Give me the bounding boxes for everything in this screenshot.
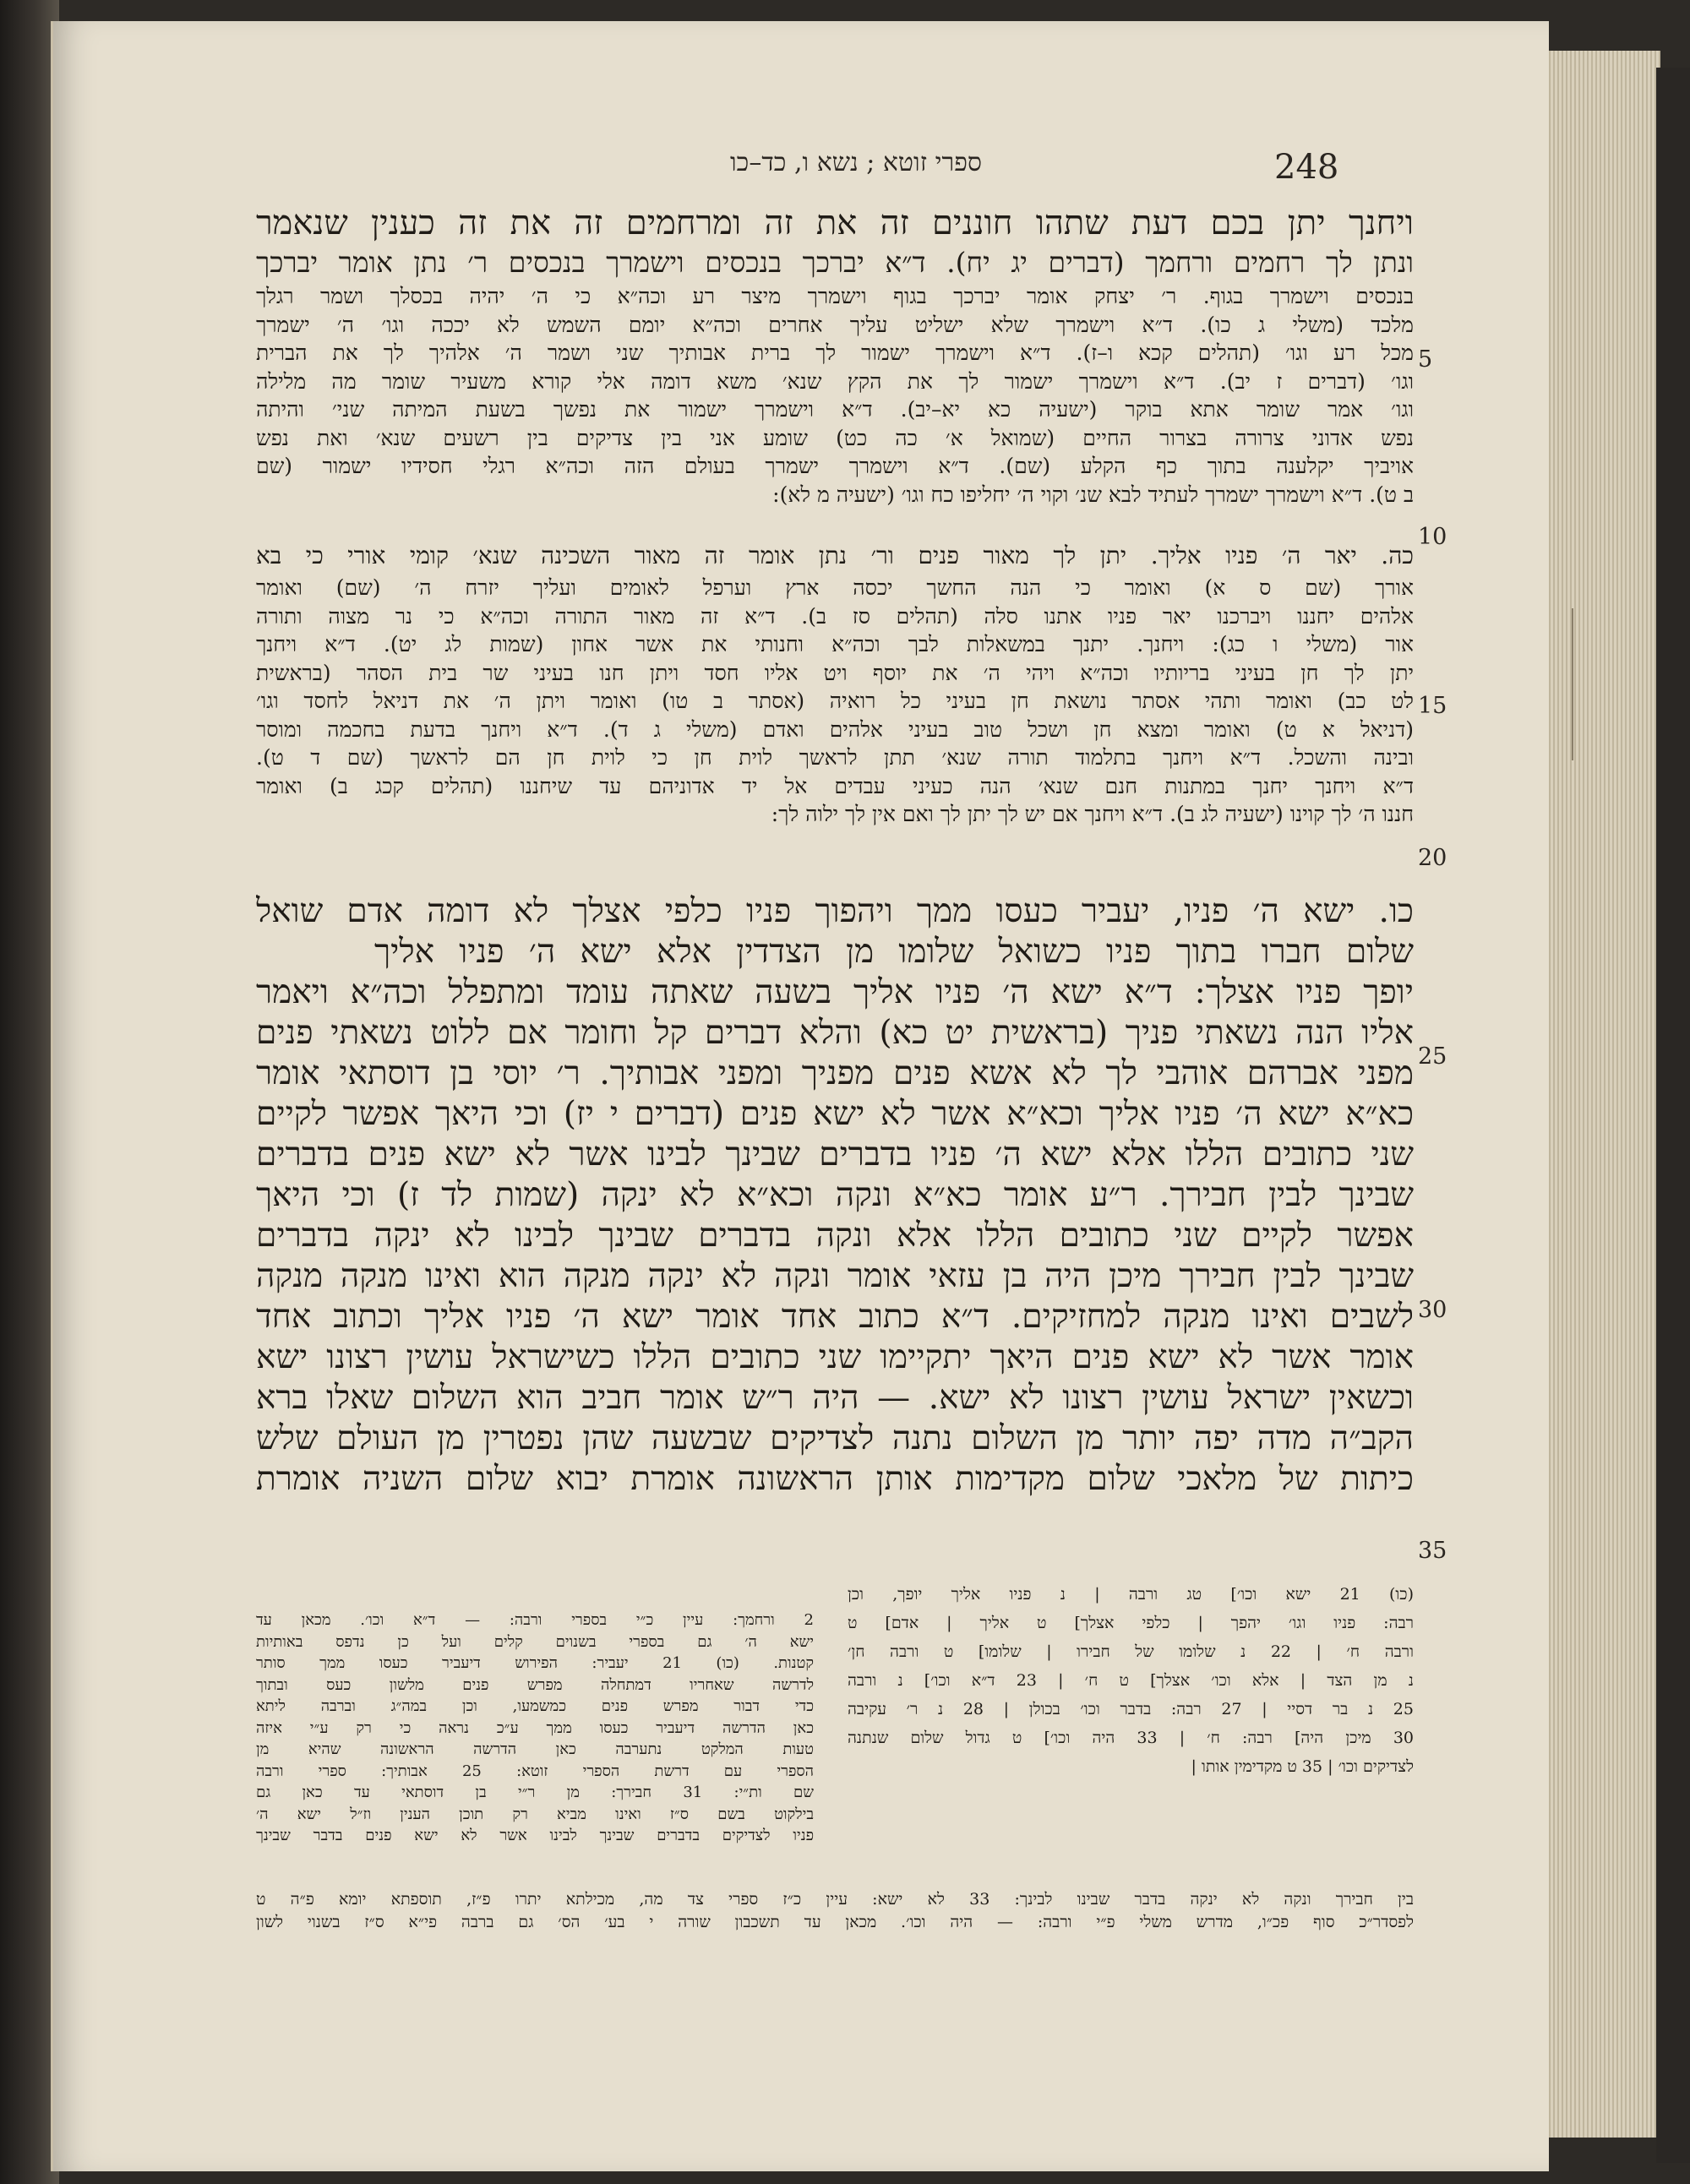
footnote-line: פניו לצדיקים בדברים שבינך לבינו אשר לא ישא פנים בדבר שבינך — [256, 1827, 814, 1844]
page-edges — [1546, 51, 1660, 2138]
line-number: 20 — [1418, 845, 1447, 871]
main-text-block-1 — [256, 203, 1414, 509]
text-line: שבינך לבין חבירך מיכן היה בן עזאי אומר ונקה לא ינקה מנקה הוא ואינו מנקה מנקה — [256, 1257, 1414, 1295]
footnote-line: הספרי עם דרשת הספרי זוטא: 25 אבותיך: ספרי ורבה — [256, 1762, 814, 1780]
text-line: אומר אשר לא ישא פנים היאך יתקיימו שני כתובים הללו כשישראל עושין רצונו ישא — [256, 1338, 1414, 1376]
text-line: אורך (שם ס א) ואומר כי הנה החשך יכסה ארץ וערפל לאומים ועליך יזרח ה׳ (שם) ואומר — [256, 575, 1414, 600]
text-line: בנכסים וישמרך בגוף. ר׳ יצחק אומר יברכך בגוף וישמרך מיצר רע וכה״א כי ה׳ יהיה בכסלך ושמר רגלך — [256, 284, 1414, 308]
text-line: שבינך לבין חבירך. ר״ע אומר כא״א ונקה וכא״א לא ינקה (שמות לד ז) וכי היאך — [256, 1176, 1414, 1214]
book-cover-edge — [1656, 68, 1690, 2163]
running-title: ספרי זוטא ; נשא ו, כד–כו — [730, 148, 982, 177]
line-number: 10 — [1418, 524, 1447, 550]
text-line: לט כב) ואומר ותהי אסתר נושאת חן בעיני כל רואיה (אסתר ב טו) ואומר ויתן ה׳ את דניאל לחסד וגו׳ — [256, 689, 1414, 713]
text-line: לשבים ואינו מנקה למחזיקים. ד״א כתוב אחד אומר ישא ה׳ פניו אליך וכתוב אחד — [256, 1298, 1414, 1336]
text-line: אור (משלי ו כג): ויחנך. יתנך במשאלות לבך וכה״א וחנותי את אשר אחון (שמות לג יט). ד״א ויחנך — [256, 632, 1414, 656]
footnote-line: טעות המלקט נתערבה כאן הדרשה הראשונה שהיא מן — [256, 1740, 814, 1758]
section-opening-line: כה. יאר ה׳ פניו אליך. יתן לך מאור פנים ור׳ נתן אומר זה מאור השכינה שנא׳ קומי אורי כי בא — [256, 542, 1414, 569]
text-line: ונתן לך רחמים ורחמך (דברים יג יח). ד״א יברכך בנכסים וישמרך בנכסים ר׳ נתן אומר יברכך — [256, 246, 1414, 279]
text-line: אליו הנה נשאתי פניך (בראשית יט כא) והלא דברים קל וחומר אם ללוט נשאתי פנים — [256, 1014, 1414, 1052]
footnote-line: שם ות״י: 31 חבירך: מן ר״י בן דוסתאי עד כאן גם — [256, 1784, 814, 1801]
line-number: 30 — [1418, 1297, 1447, 1323]
footnote-line: נ מן הצד | אלא וכו׳ אצלך] ט ח׳ | 23 ד״א וכו׳] נ ורבה — [848, 1671, 1414, 1690]
text-line: וכשאין ישראל עושין רצונו לא ישא. — היה ר״ש אומר חביב הוא השלום שאלו ברא — [256, 1379, 1414, 1417]
main-text-block-3 — [256, 891, 1414, 1500]
footnote-line: רבה: פניו וגו׳ יהפך | כלפי אצלך] ט אליך | אדם] ט — [848, 1614, 1414, 1632]
text-line: ויחנך יתן בכם דעת שתהו חוננים זה את זה ומרחמים זה את זה כענין שנאמר — [256, 204, 1414, 242]
text-line: אלהים יחננו ויברכנו יאר פניו אתנו סלה (תהלים סז ב). ד״א זה מאור התורה וכה״א כי נר מצוה ותורה — [256, 603, 1414, 629]
text-line: (דניאל א ט) ואומר ומצא חן ושכל טוב בעיני אלהים ואדם (משלי ג ד). ד״א ויחנך בדעת בחכמה ומוסר — [256, 716, 1414, 742]
text-line: שני כתובים הללו אלא ישא ה׳ פניו בדברים שבינך לבינו אשר לא ישא פנים בדברים — [256, 1136, 1414, 1174]
footnote-line: בין חבירך ונקה לא ינקה בדבר שבינו לבינך: 33 לא ישא: עיין כ״ז ספרי צד מה, מכילתא יתרו פ״ז, תוספתא יומא פ״ה ט — [256, 1890, 1414, 1909]
text-line: מפני אברהם אוהבי לך לא אשא פנים מפניך ומפני אבותיך. ר׳ יוסי בן דוסתאי אומר — [256, 1054, 1414, 1092]
footnote-line: ורבה ח׳ | 22 נ שלומו של חבירו | שלומו] ט ורבה חן׳ — [848, 1642, 1414, 1661]
line-number: 15 — [1418, 693, 1447, 719]
footnote-line: לדרשה שאחריו דמתחלה מפרש פנים מלשון כעס ובתוך — [256, 1675, 814, 1694]
footnote-line: 30 מיכן היה] רבה: ח׳ | 33 היה וכו׳] ט גדול שלום שנתנה — [848, 1729, 1414, 1747]
text-line: מלכד (משלי ג כו). ד״א וישמרך שלא ישליט עליך אחרים וכה״א יומם השמש לא יככה וגו׳ ה׳ ישמרך — [256, 312, 1414, 337]
binding-thread — [1572, 608, 1573, 760]
footnote-line: לפסדר״כ סוף פכ״ו, מדרש משלי פ״י ורבה: — היה וכו׳. מכאן עד תשכבון שורה י בע׳ הס׳ גם ברבה פי״א ס״ז בשנוי לשון — [256, 1913, 1414, 1931]
text-line: הקב״ה מדה יפה יותר מן השלום נתנה לצדיקים שבשעה שהן נפטרין מן העולם שלש — [256, 1419, 1414, 1457]
text-line: ד״א ויחנך יחנך במתנות חנם שנא׳ הנה כעיני עבדים אל יד אדוניהם עד שיחננו (תהלים קכג ב) ואומר — [256, 773, 1414, 798]
text-line: אויביך יקלענה בתוך כף הקלע (שם). ד״א וישמרך ישמרך בעולם הזה וכה״א רגלי חסידיו ישמור (שם — [256, 454, 1414, 478]
footnote-line: 2 ורחמך: עיין כ״י בספרי ורבה: — ד״א וכו׳. מכאן עד — [256, 1611, 814, 1629]
text-line: נפש אדוני צרורה בצרור החיים (שמואל א׳ כה כט) שומע אני בין צדיקים בין רשעים שנא׳ ואת נפש — [256, 425, 1414, 450]
text-line: כא״א ישא ה׳ פניו אליך וכא״א אשר לא ישא פנים (דברים י יז) וכי היאך אפשר לקיים — [256, 1095, 1414, 1133]
text-line: יתן לך חן בעיני בריותיו וכה״א ויהי ה׳ את יוסף ויט אליו חסד ויתן חנו בעיני שר בית הסהר (בראשית — [256, 660, 1414, 685]
text-line: אפשר לקיים שני כתובים הללו אלא ונקה בדברים שבינך לבינו לא ינקה בדברים — [256, 1217, 1414, 1255]
text-line: מכל רע וגו׳ (תהלים קכא ו–ז). ד״א וישמרך ישמור לך ברית אבותיך שני ושמר ה׳ אלהיך לך את הברית — [256, 340, 1414, 365]
text-line: וגו׳ (דברים ז יב). ד״א וישמרך ישמור לך את הקץ שנא׳ משא דומה אלי קורא משעיר שומר מה מלילה — [256, 368, 1414, 394]
book-page — [51, 21, 1549, 2171]
footnote-line: כאן הדרשה דיעביר כעסו ממך ע״כ נראה כי רק ע״י איזה — [256, 1718, 814, 1737]
text-line: חננו ה׳ לך קוינו (ישעיה לג ב). ד״א ויחנך אם יש לך יתן לך ואם אין לך ילוה לך: — [771, 802, 1414, 826]
line-number: 5 — [1418, 346, 1433, 373]
text-line: כו. ישא ה׳ פניו, יעביר כעסו ממך ויהפוך פניו כלפי אצלך לא דומה אדם שואל — [256, 892, 1414, 930]
text-line: כיתות של מלאכי שלום מקדימות אותן הראשונה אומרת יבוא שלום השניה אומרת — [256, 1460, 1414, 1498]
footnote-line: (כו) 21 ישא וכו׳] טג ורבה | נ פניו אליך יופך, וכן — [848, 1585, 1414, 1604]
footnote-line: בילקוט בשם ס״ז ואינו מביא רק תוכן הענין וז״ל ישא ה׳ — [256, 1805, 814, 1823]
text-line: יופך פניו אצלך: ד״א ישא ה׳ פניו אליך בשעה שאתה עומד ומתפלל וכה״א ויאמר — [256, 973, 1414, 1011]
footnote-line: קטנות. (כו) 21 יעביר: הפירוש דיעביר כעסו ממך סותר — [256, 1654, 814, 1672]
footnote-line: 25 נ בר דסיי | 27 רבה: בדבר וכו׳ בכולן | 28 נ ר׳ עקיבה — [848, 1700, 1414, 1718]
footnotes-bottom — [256, 1888, 1414, 1934]
footnote-line: לצדיקים וכו׳ | 35 ט מקדימין אותו | — [1191, 1757, 1414, 1776]
footnotes-right-column — [848, 1580, 1414, 1781]
footnotes-left-column — [256, 1609, 814, 1847]
page-number: 248 — [1274, 148, 1339, 187]
line-number: 35 — [1418, 1538, 1447, 1564]
text-line: וגו׳ אמר שומר אתא בוקר (ישעיה כא יא–יב). ד״א וישמרך ישמור את נפשך בשעת המיתה שני׳ והיתה — [256, 397, 1414, 422]
text-line: ובינה והשכל. ד״א ויחנך בתלמוד תורה שנא׳ תתן לראשך לוית חן כי לוית חן הם לראשך (שם ד ט). — [256, 745, 1414, 770]
line-number: 25 — [1418, 1043, 1447, 1070]
main-text-block-2 — [256, 538, 1414, 829]
footnote-line: ישא ה׳ גם בספרי בשנוים קלים ועל כן נדפס באותיות — [256, 1632, 814, 1651]
text-line: שלום חברו בתוך פניו כשואל שלומו מן הצדדין אלא ישא ה׳ פניו אליך — [374, 933, 1414, 971]
footnote-line: כדי דבור מפרש פנים כמשמעו, וכן במה״ג וברבה ליתא — [256, 1697, 814, 1715]
text-line: ב ט). ד״א וישמרך ישמרך לעתיד לבא שנ׳ וקוי ה׳ יחליפו כח וגו׳ (ישעיה מ לא): — [772, 482, 1414, 507]
